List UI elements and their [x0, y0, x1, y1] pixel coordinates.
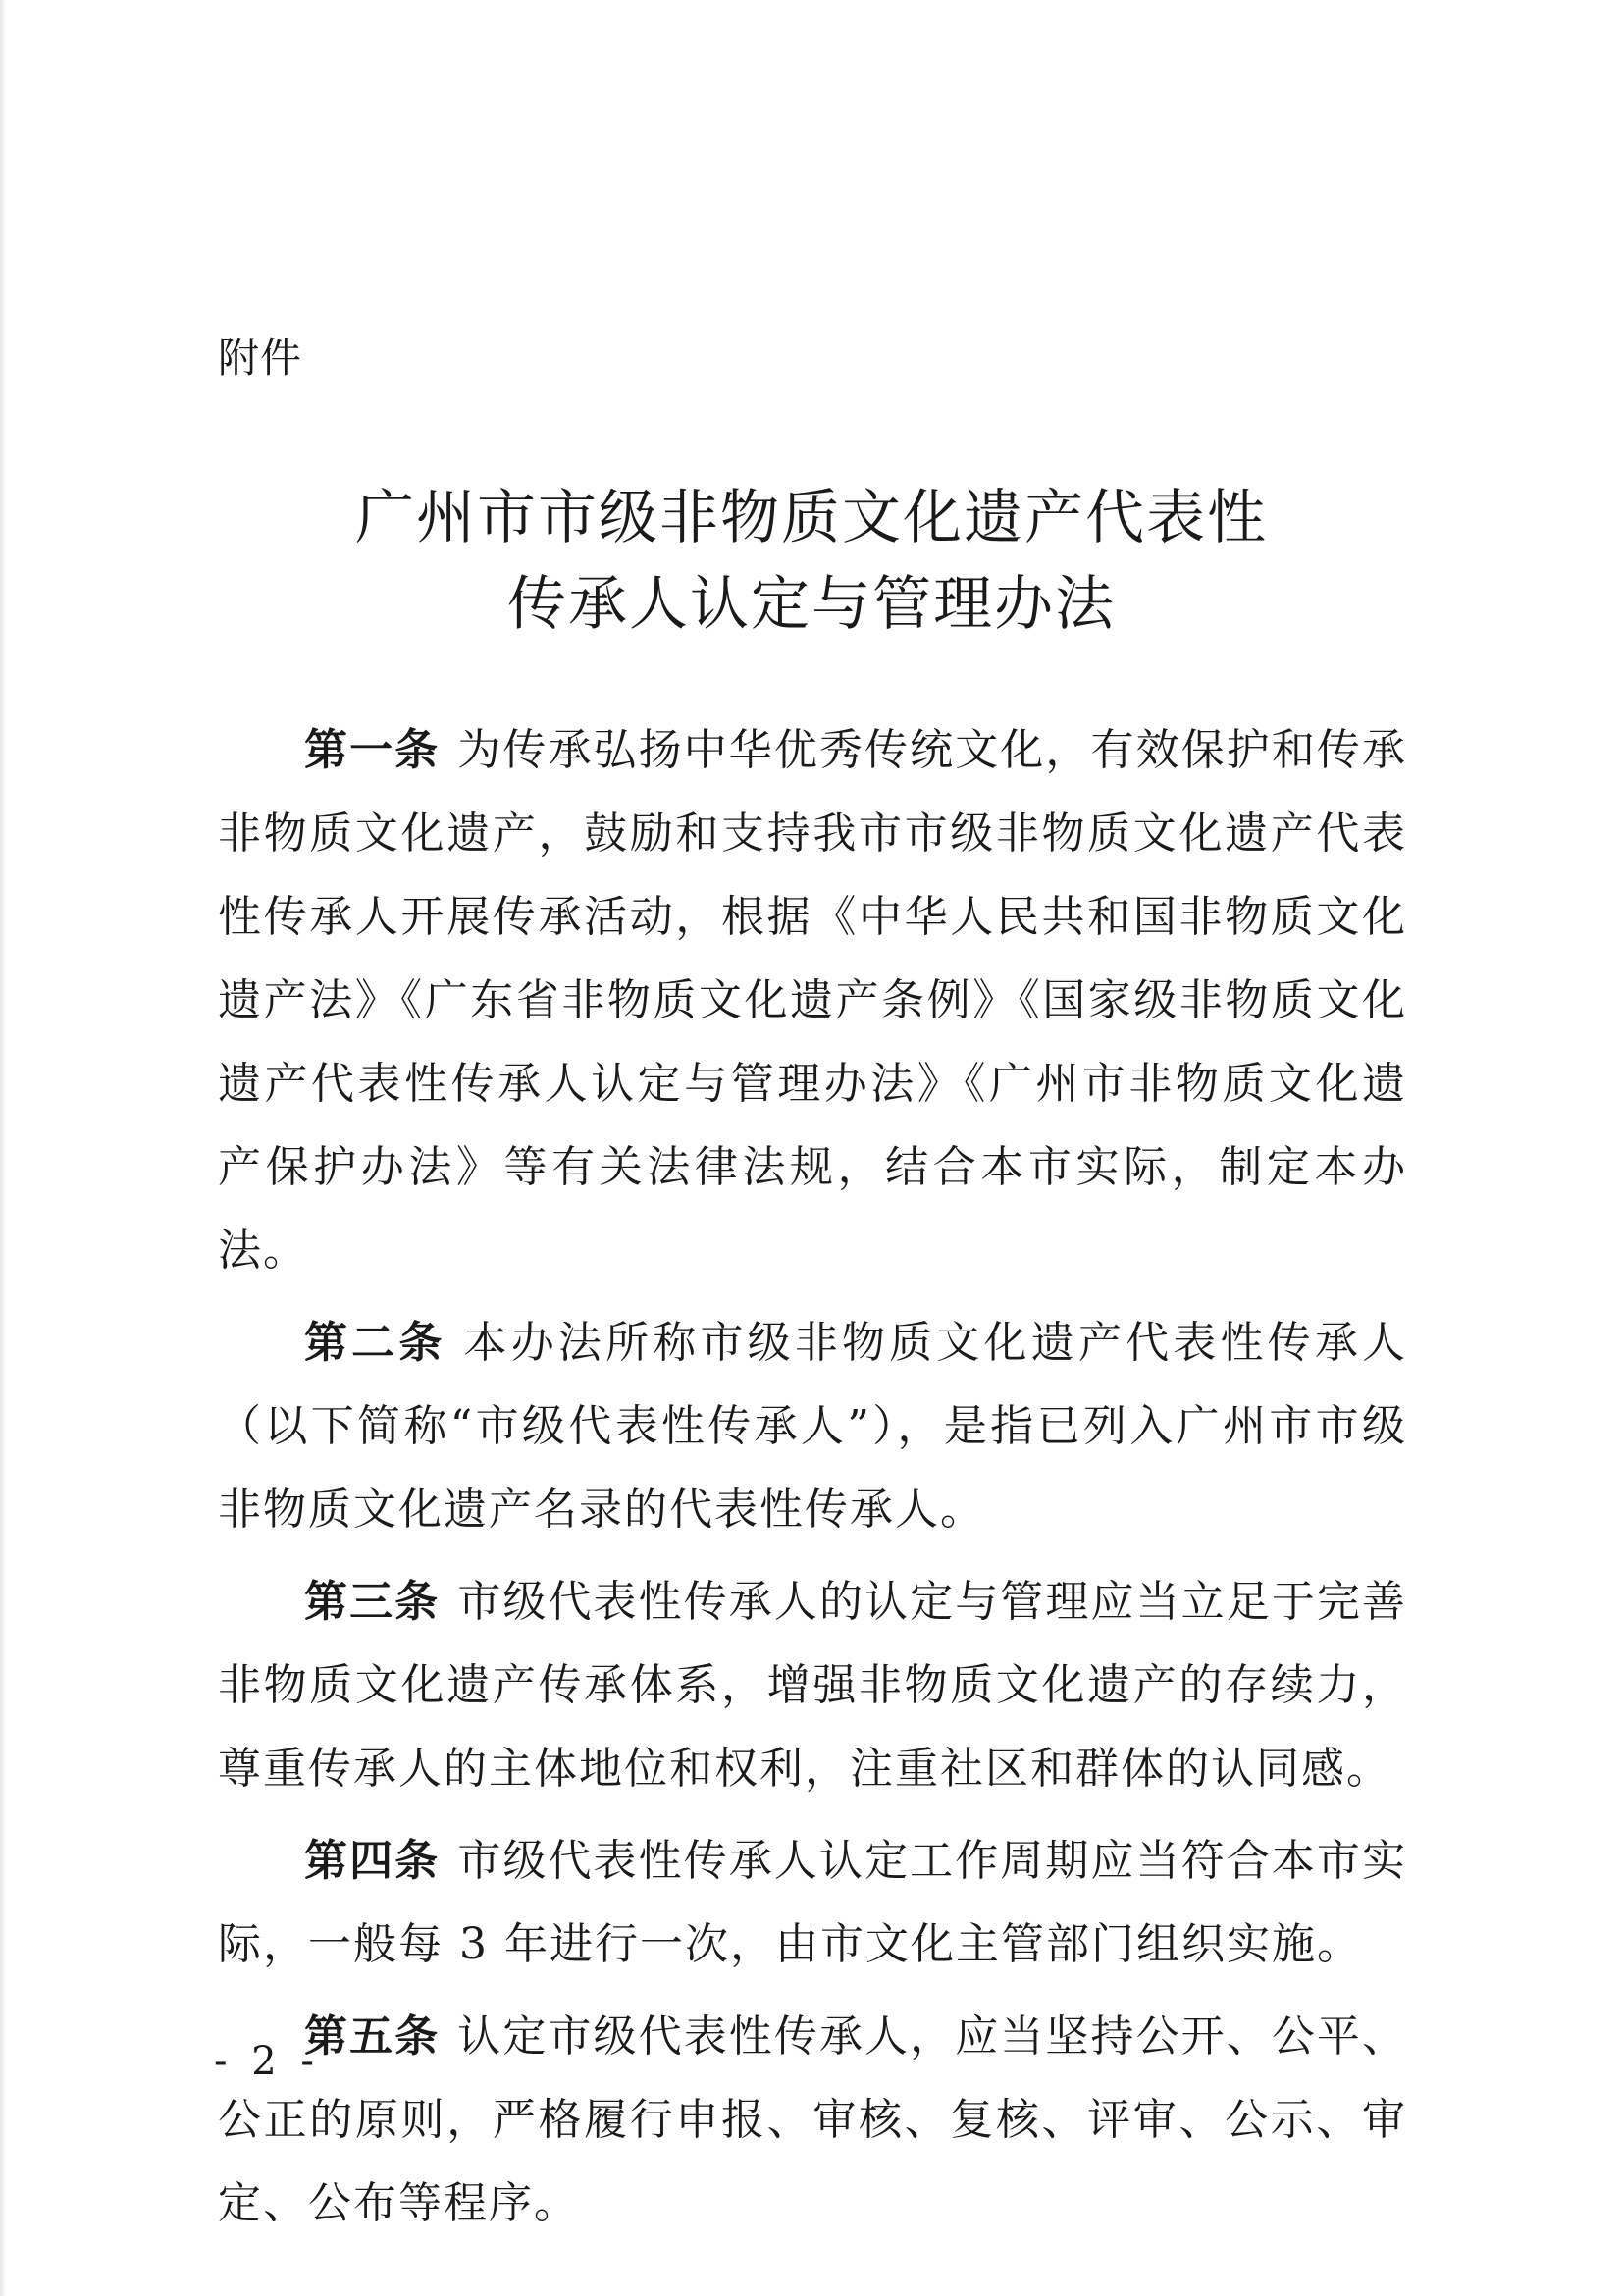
document-title-line-2: 传承人认定与管理办法 [507, 570, 1116, 639]
article-heading: 第三条 [304, 1577, 441, 1627]
article-5 [218, 1995, 1407, 2245]
article-text: 市级代表性传承人的认定与管理应当立足于完善非物质文化遗产传承体系，增强非物质文化遗产的存续力，尊重传承人的主体地位和权利，注重社区和群体的认同感。 [218, 1577, 1408, 1794]
scan-edge-shadow [0, 0, 6, 2296]
page-number: - 2 - [214, 2039, 320, 2084]
article-heading: 第五条 [304, 2011, 441, 2061]
document-body [218, 708, 1407, 2254]
article-text: 市级代表性传承人认定工作周期应当符合本市实际，一般每 3 年进行一次，由市文化主管部门组织实施。 [218, 1836, 1408, 1969]
article-text: 本办法所称市级非物质文化遗产代表性传承人（以下简称“市级代表性传承人”），是指已列入广州市市级非物质文化遗产名录的代表性传承人。 [218, 1318, 1407, 1535]
article-4 [218, 1819, 1407, 1986]
article-text: 认定市级代表性传承人，应当坚持公开、公平、公正的原则，严格履行申报、审核、复核、评审、公示、审定、公布等程序。 [218, 2011, 1408, 2228]
article-heading: 第四条 [304, 1836, 441, 1886]
article-text: 为传承弘扬中华优秀传统文化，有效保护和传承非物质文化遗产，鼓励和支持我市市级非物质文化遗产代表性传承人开展传承活动，根据《中华人民共和国非物质文化遗产法》《广东省非物质文化遗产条例》《国家级非物质文化遗产代表性传承人认定与管理办法》《广州市非物质文化遗产保护办法》等有关法律法规，结合本市实际，制定本办法。 [218, 725, 1408, 1276]
attachment-label: 附件 [218, 334, 303, 382]
article-heading: 第二条 [304, 1318, 446, 1368]
article-1 [218, 708, 1407, 1292]
article-heading: 第一条 [304, 725, 441, 775]
article-3 [218, 1560, 1407, 1810]
article-2 [218, 1301, 1407, 1551]
document-title-line-1: 广州市市级非物质文化遗产代表性 [355, 484, 1268, 552]
